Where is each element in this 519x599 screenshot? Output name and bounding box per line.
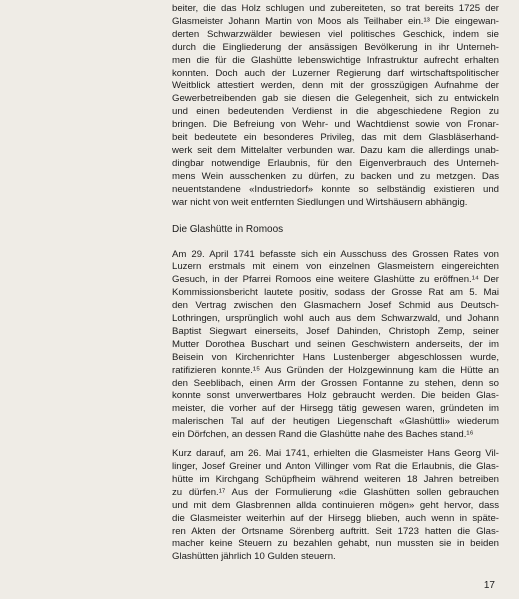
text-line: zu dürfen.¹⁷ Aus der Formulierung «die Glashütten sollen gebrauchen xyxy=(172,486,499,498)
text-line: dingbar notwendige Erlaubnis, für den Eigenverbrauch des Unterneh- xyxy=(172,157,499,169)
text-line: meister, die vorher auf der Hirsegg tätig gewesen waren, gründeten im xyxy=(172,403,499,415)
text-line: und mit dem Glasbrennen allda continuieren mögen» geht hervor, dass xyxy=(172,499,499,511)
text-line: linger, Josef Greiner und Anton Villinger vom Rat die Erlaubnis, die Glas- xyxy=(172,461,499,472)
text-line: ren Akten der Ortsname Sörenberg auftritt. Seit 1723 hatten die Glas- xyxy=(172,525,499,537)
text-line: beiter, die das Holz schlugen und zubereiteten, so trat bereits 1725 der xyxy=(172,3,499,14)
text-line: konnte sonst unverwertbares Holz gebraucht werden. Die beiden Glas- xyxy=(172,390,499,402)
text-column xyxy=(172,3,499,564)
text-line: mens Wein ausschenken zu dürfen, zu backen und zu metzgen. Das xyxy=(172,170,499,182)
text-line: Kurz darauf, am 26. Mai 1741, erhielten die Glasmeister Hans Georg Vil- xyxy=(172,448,499,460)
text-line: werk seit dem Mittelalter verbunden war. Dazu kam die allerdings unab- xyxy=(172,144,499,156)
text-line: Am 29. April 1741 befasste sich ein Ausschuss des Grossen Rates von xyxy=(172,248,499,260)
text-line: bringen. Die Befreiung von Wehr- und Wachtdienst sowie von Fronar- xyxy=(172,119,499,131)
text-line: men die für die Glashütte lebenswichtige Infrastruktur aufrecht erhalten xyxy=(172,54,499,66)
text-line: Baptist Siegwart einerseits, Josef Dahinden, Christoph Zemp, seiner xyxy=(172,325,499,337)
text-line: den Seeblibach, einen Arm der Grossen Fontanne zu stehen, denn so xyxy=(172,377,499,389)
paragraph-1 xyxy=(172,3,499,210)
text-line: Gewerbetreibenden gab sie diesen die Gelegenheit, sich zu entwickeln xyxy=(172,93,499,105)
text-line: die Glasmeister weiterhin auf der Hirsegg blieben, auch wenn in späte- xyxy=(172,512,499,524)
paragraph-2 xyxy=(172,249,499,443)
paragraph-3 xyxy=(172,448,499,564)
text-line: war nicht von weit entfernten Siedlungen und Wirtshäusern abhängig. xyxy=(172,196,468,208)
text-line: ratifizieren konnte.¹⁵ Aus Gründen der Holzgewinnung kam die Hütte an xyxy=(172,364,499,376)
text-line: Lothringen, ursprünglich wohl auch aus dem Schwarzwald, und Johann xyxy=(172,313,499,325)
text-line: macher keine Steuern zu bezahlen gehabt, nun mussten sie in beiden xyxy=(172,538,499,550)
text-line: Glashütten jährlich 10 Gulden steuern. xyxy=(172,551,336,563)
text-line: hütte im Kirchgang Schüpfheim während weiteren 18 Jahren betreiben xyxy=(172,473,499,485)
text-line: derten Schwarzwälder bewiesen viel politisches Geschick, indem sie xyxy=(172,28,499,40)
text-line: durch die Eingliederung der ansässigen Bevölkerung in ihr Unterneh- xyxy=(172,41,499,53)
text-line: Luzern erstmals mit einem von einzelnen Glasmeistern eingereichten xyxy=(172,261,499,273)
text-line: und einen bedeutenden Verdienst in die abgeschiedene Region zu xyxy=(172,106,499,118)
page-number: 17 xyxy=(483,580,495,591)
text-line: konnten. Doch auch der Luzerner Regierung darf wirtschaftspolitischer xyxy=(172,67,499,79)
text-line: Kommissionsbericht lautete positiv, sodass der Grosse Rat am 5. Mai xyxy=(172,287,499,299)
section-heading: Die Glashütte in Romoos xyxy=(172,223,284,235)
text-line: Weitblick attestiert werden, denn mit der grosszügigen Aufnahme der xyxy=(172,80,499,92)
text-line: malerischen Tal auf der heutigen Liegenschaft «Glashüttli» wiederum xyxy=(172,416,499,428)
text-line: beit bedeutete ein besonderes Privileg, das mit dem Glasbläserhand- xyxy=(172,132,499,144)
text-line: Glasmeister Johann Martin von Moos als Teilhaber ein.¹³ Die eingewan- xyxy=(172,15,499,27)
text-line: neuentstandene «Industriedorf» konnte so selbständig existieren und xyxy=(172,183,499,195)
text-line: ein Dörfchen, an dessen Rand die Glashütte nahe des Baches stand.¹⁶ xyxy=(172,429,474,441)
text-line: den Vertrag zwischen den Glasmachern Josef Schmid aus Deutsch- xyxy=(172,300,499,312)
text-line: Mutter Dorothea Buschart und seinen Geschwistern anderseits, der im xyxy=(172,338,499,350)
text-line: Beisein von Kirchenrichter Hans Lustenberger abgeschlossen wurde, xyxy=(172,351,499,363)
text-line: Gesuch, in der Pfarrei Romoos eine weitere Glashütte zu eröffnen.¹⁴ Der xyxy=(172,274,499,286)
